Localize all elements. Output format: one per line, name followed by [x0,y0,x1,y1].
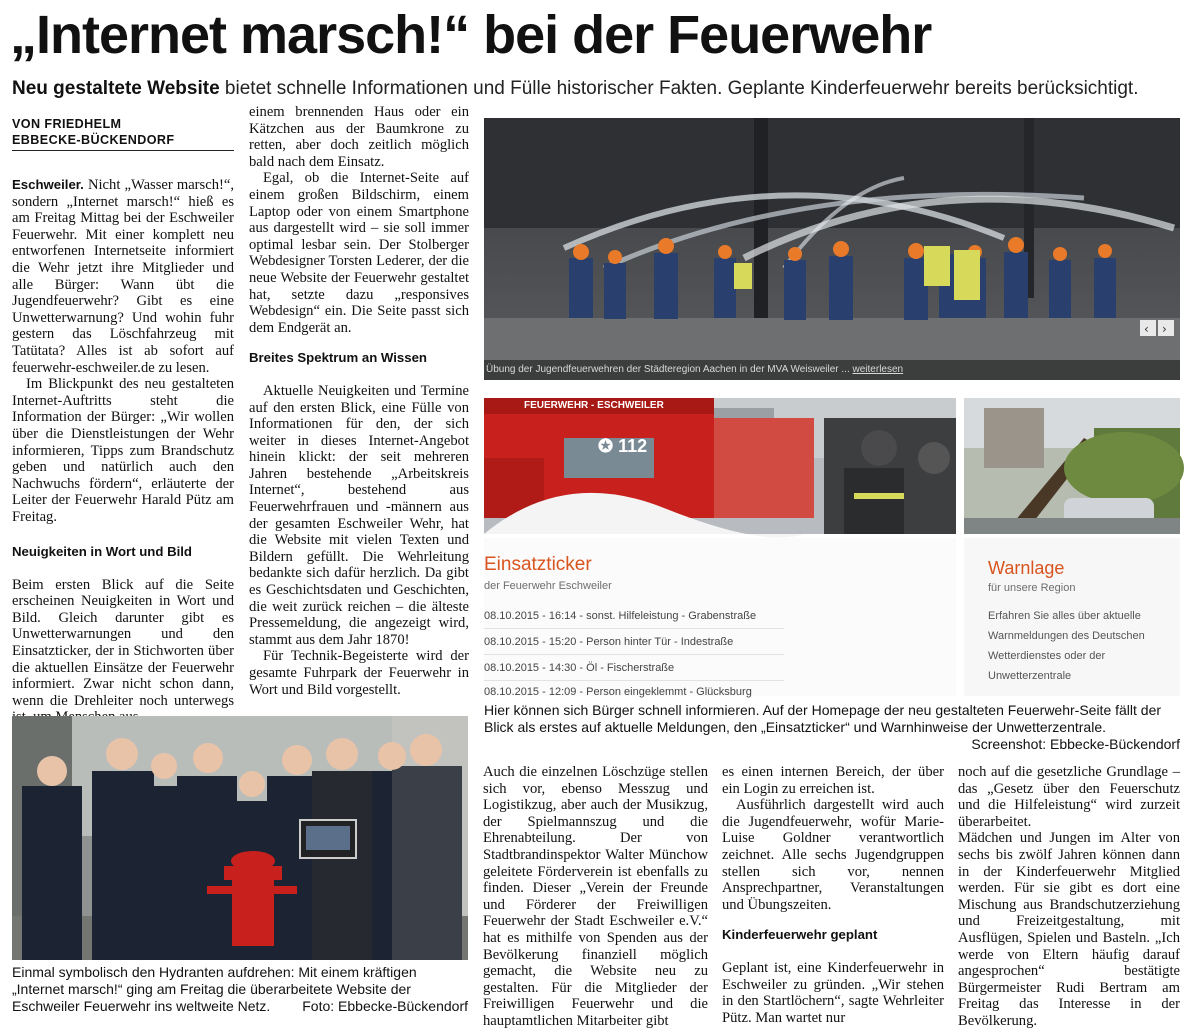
truck-number-icon: ✪ [598,436,614,456]
subheading-kinderfeuerwehr: Kinderfeuerwehr geplant [722,927,878,943]
dateline: Eschweiler. [12,177,84,192]
paragraph: Ausführlich dargestellt wird auch die Jugendfeuerwehr, wofür Marie-Luise Goldner verantwortlich zeichnet. Alle sechs Jugendgruppen stellen sich vor, nennen Ansprechpartner, Veranstaltungen und Übungszeiten. [722,797,944,913]
paragraph: es einen internen Bereich, der über ein Login zu erreichen ist. [722,764,944,797]
group-photo-hydrant [12,716,468,960]
ticker-item[interactable]: 08.10.2015 - 14:30 - Öl - Fischerstraße [484,662,675,674]
ticker-item[interactable]: 08.10.2015 - 16:14 - sonst. Hilfeleistung - Grabenstraße [484,610,757,622]
article-column-1-continued [12,530,234,710]
paragraph: Auch die einzelnen Löschzüge stellen sich vor, ebenso Messzug und Logistikzug, aber auch der Musikzug, der Spielmannszug und die Ehrenabteilung. Der von Stadtbrandinspektor Walter Münchow geleitete Förderverein ist ebenfalls zu finden. Dieser „Verein der Freunde und Förderer der Freiwilligen Feuerwehr der Stadt Eschweiler e.V.“ hat es mithilfe von Spenden aus der Bevölkerung finanziell möglich gemacht, die Website neu zu gestalten. Für die Mitglieder der Freiwilligen Feuerwehr und die hauptamtlichen Mitarbeiter gibt [483,764,708,1029]
warn-title: Warnlage [988,558,1065,578]
subheadline-rest: bietet schnelle Informationen und Fülle historischer Fakten. Geplante Kinderfeuerwehr bereits berücksichtigt. [219,78,1139,99]
slide-caption [486,363,1176,377]
svg-text:›: › [1162,322,1167,336]
ticker-divider [484,654,784,655]
truck-number [598,436,647,457]
paragraph: Mädchen und Jungen im Alter von sechs bis zwölf Jahren können dann in der Kinderfeuerwehr Mitglied werden. Für sie gibt es dort eine Mischung aus Brandschutzerziehung und Freizeitgestaltung, mit Ausflügen, Spielen und Basteln. „Ich werde von Eltern häufig darauf angesprochen“ bestätigte Bürgermeister Rudi Bertram am Freitag das Interesse in der Bevölkerung. [958,830,1180,1029]
paragraph: Beim ersten Blick auf die Seite erscheinen Neuigkeiten in Wort und Bild. Gleich darunter gibt es Unwetterwarnungen und den Einsatzticker, der in Stichworten über die aktuellen Einsätze der Feuerwehr informiert. Zwar nicht schon dann, wenn die Drehleiter noch unterwegs [12,576,234,709]
warn-text-line: Erfahren Sie alles über aktuelle [988,610,1141,622]
screenshot-caption [484,702,1180,753]
paragraph: einem brennenden Haus oder ein Kätzchen aus der Baumkrone zu retten, aber doch zeitlich möglich bald nach dem Einsatz. [249,104,469,170]
slide-photo-jugendfeuerwehr [484,118,1180,380]
website-screenshot [484,118,1180,696]
ticker-title: Einsatzticker [484,554,592,575]
ticker-item[interactable]: 08.10.2015 - 12:09 - Person eingeklemmt - Glücksburg [484,686,752,698]
byline-line-1: VON FRIEDHELM [12,117,122,131]
article-column-5 [958,764,1180,1029]
slide-caption-text: Übung der Jugendfeuerwehren der Städteregion Aachen in der MVA Weisweiler ... [486,364,853,375]
paragraph-intro-text: Nicht „Wasser marsch!“, sondern „Internet marsch!“ hieß es am Freitag Mittag bei der Eschweiler Feuerwehr. Mit einer komplett neu entworfenen Internetseite informiert die Wehr jetzt ihre Mitglieder und alle Bürger: Wann übt die Jugendfeuerwehr? Gibt es eine Unwetterwarnung? Und wohin fuhr gestern das Löschfahrzeug mit Tatütata? Alles ist ab sofort auf feuerwehr-eschweiler.de zu lesen. [12,177,234,376]
ticker-item[interactable]: 08.10.2015 - 15:20 - Person hinter Tür - Indestraße [484,636,734,648]
headline: „Internet marsch!“ bei der Feuerwehr [10,5,932,65]
truck-number-text: 112 [618,436,648,456]
svg-text:‹: ‹ [1144,322,1149,336]
warn-subtitle: für unsere Region [988,582,1076,594]
slide-caption-link: weiterlesen [852,364,904,375]
paragraph: Für Technik-Begeisterte wird der gesamte Fuhrpark der Feuerwehr in Wort und Bild vorgestellt. [249,648,469,698]
warn-text-line: Warnmeldungen des Deutschen [988,630,1145,642]
subheadline [12,76,1182,102]
article-column-2 [249,104,469,714]
byline [12,116,234,148]
subheadline-bold: Neu gestaltete Website [12,78,220,99]
screenshot-caption-text: Hier können sich Bürger schnell informieren. Auf der Homepage der neu gestalteten Feuerwehr-Seite fällt der Blick als erstes auf aktuelle Meldungen, den „Einsatzticker“ und Warnhinweise der Unwetterzentrale. [484,702,1162,735]
subheading-neuigkeiten: Neuigkeiten in Wort und Bild [12,544,192,559]
subheading-spektrum: Breites Spektrum an Wissen [249,350,427,366]
paragraph: Geplant ist, eine Kinderfeuerwehr in Eschweiler zu gründen. „Wir stehen in den Startlöchern“, sagte Wehrleiter Pütz. Man wartet nur [722,959,944,1026]
ticker-subtitle: der Feuerwehr Eschweiler [484,580,612,592]
paragraph-intro [12,177,234,376]
storm-photo [964,398,1180,534]
article-column-1 [12,177,234,525]
byline-line-2: EBBECKE-BÜCKENDORF [12,133,175,147]
paragraph: noch auf die gesetzliche Grundlage – das „Gesetz über den Feuerschutz und die Hilfeleistung“ wird zurzeit überarbeitet. [958,764,1180,830]
warn-text-line: Wetterdienstes oder der [988,650,1106,662]
paragraph: Aktuelle Neuigkeiten und Termine auf den ersten Blick, eine Fülle von Informationen für den, der sich weiter in dieses Internet-Angebot hinein klickt: der seit mehreren Jahren bestehende „Arbeitskreis Internet“, bestehend aus Feuerwehrfrauen und -männern aus der gesamten Eschweiler Wehr, hat die Website mit vielen Texten und Bildern gefüllt. Die Wehrleitung bedankte sich dafür herzlich. Da gibt es Geschichtsdaten und Geschichten, die weit zurück reichen – die älteste Pressemeldung, die angezeigt wird, stammt aus dem Jahr 1870! [249,382,469,648]
truck-label: FEUERWEHR - ESCHWEILER [524,400,664,411]
article-column-3 [483,764,708,1029]
ticker-divider [484,628,784,629]
paragraph: Egal, ob die Internet-Seite auf einem großen Bildschirm, einem Laptop oder von einem Smartphone aus dargestellt wird – sie soll immer optimal lesbar sein. Der Stolberger Webdesigner Torsten Lederer, der die neue Website der Feuerwehr gestaltet hat, setzte dazu „responsives Webdesign“ ein. Die Seite passt sich dem Endgerät an. [249,170,469,336]
article-column-4 [722,764,944,1026]
screenshot-credit: Screenshot: Ebbecke-Bückendorf [971,736,1180,752]
photo-caption-text: Einmal symbolisch den Hydranten aufdrehen: Mit einem kräftigen „Internet marsch!“ ging am Freitag die überarbeitete Website der Eschweiler Feuerwehr ins weltweite Netz. [12,964,417,1014]
photo-credit: Foto: Ebbecke-Bückendorf [302,998,468,1014]
byline-rule [12,150,234,151]
ticker-divider [484,680,784,681]
warn-text-line: Unwetterzentrale [988,670,1072,682]
truck-photo [484,398,956,534]
paragraph: Im Blickpunkt des neu gestalteten Internet-Auftritts steht die Information der Bürger: „Wir wollen über die Dienstleistungen der Wehr informieren, Tipps zum Brandschutz geben und natürlich auch den Nachwuchs fördern“, erläuterte der Leiter der Feuerwehr Harald Pütz am Freitag. [12,376,234,525]
photo-caption [12,964,468,1015]
